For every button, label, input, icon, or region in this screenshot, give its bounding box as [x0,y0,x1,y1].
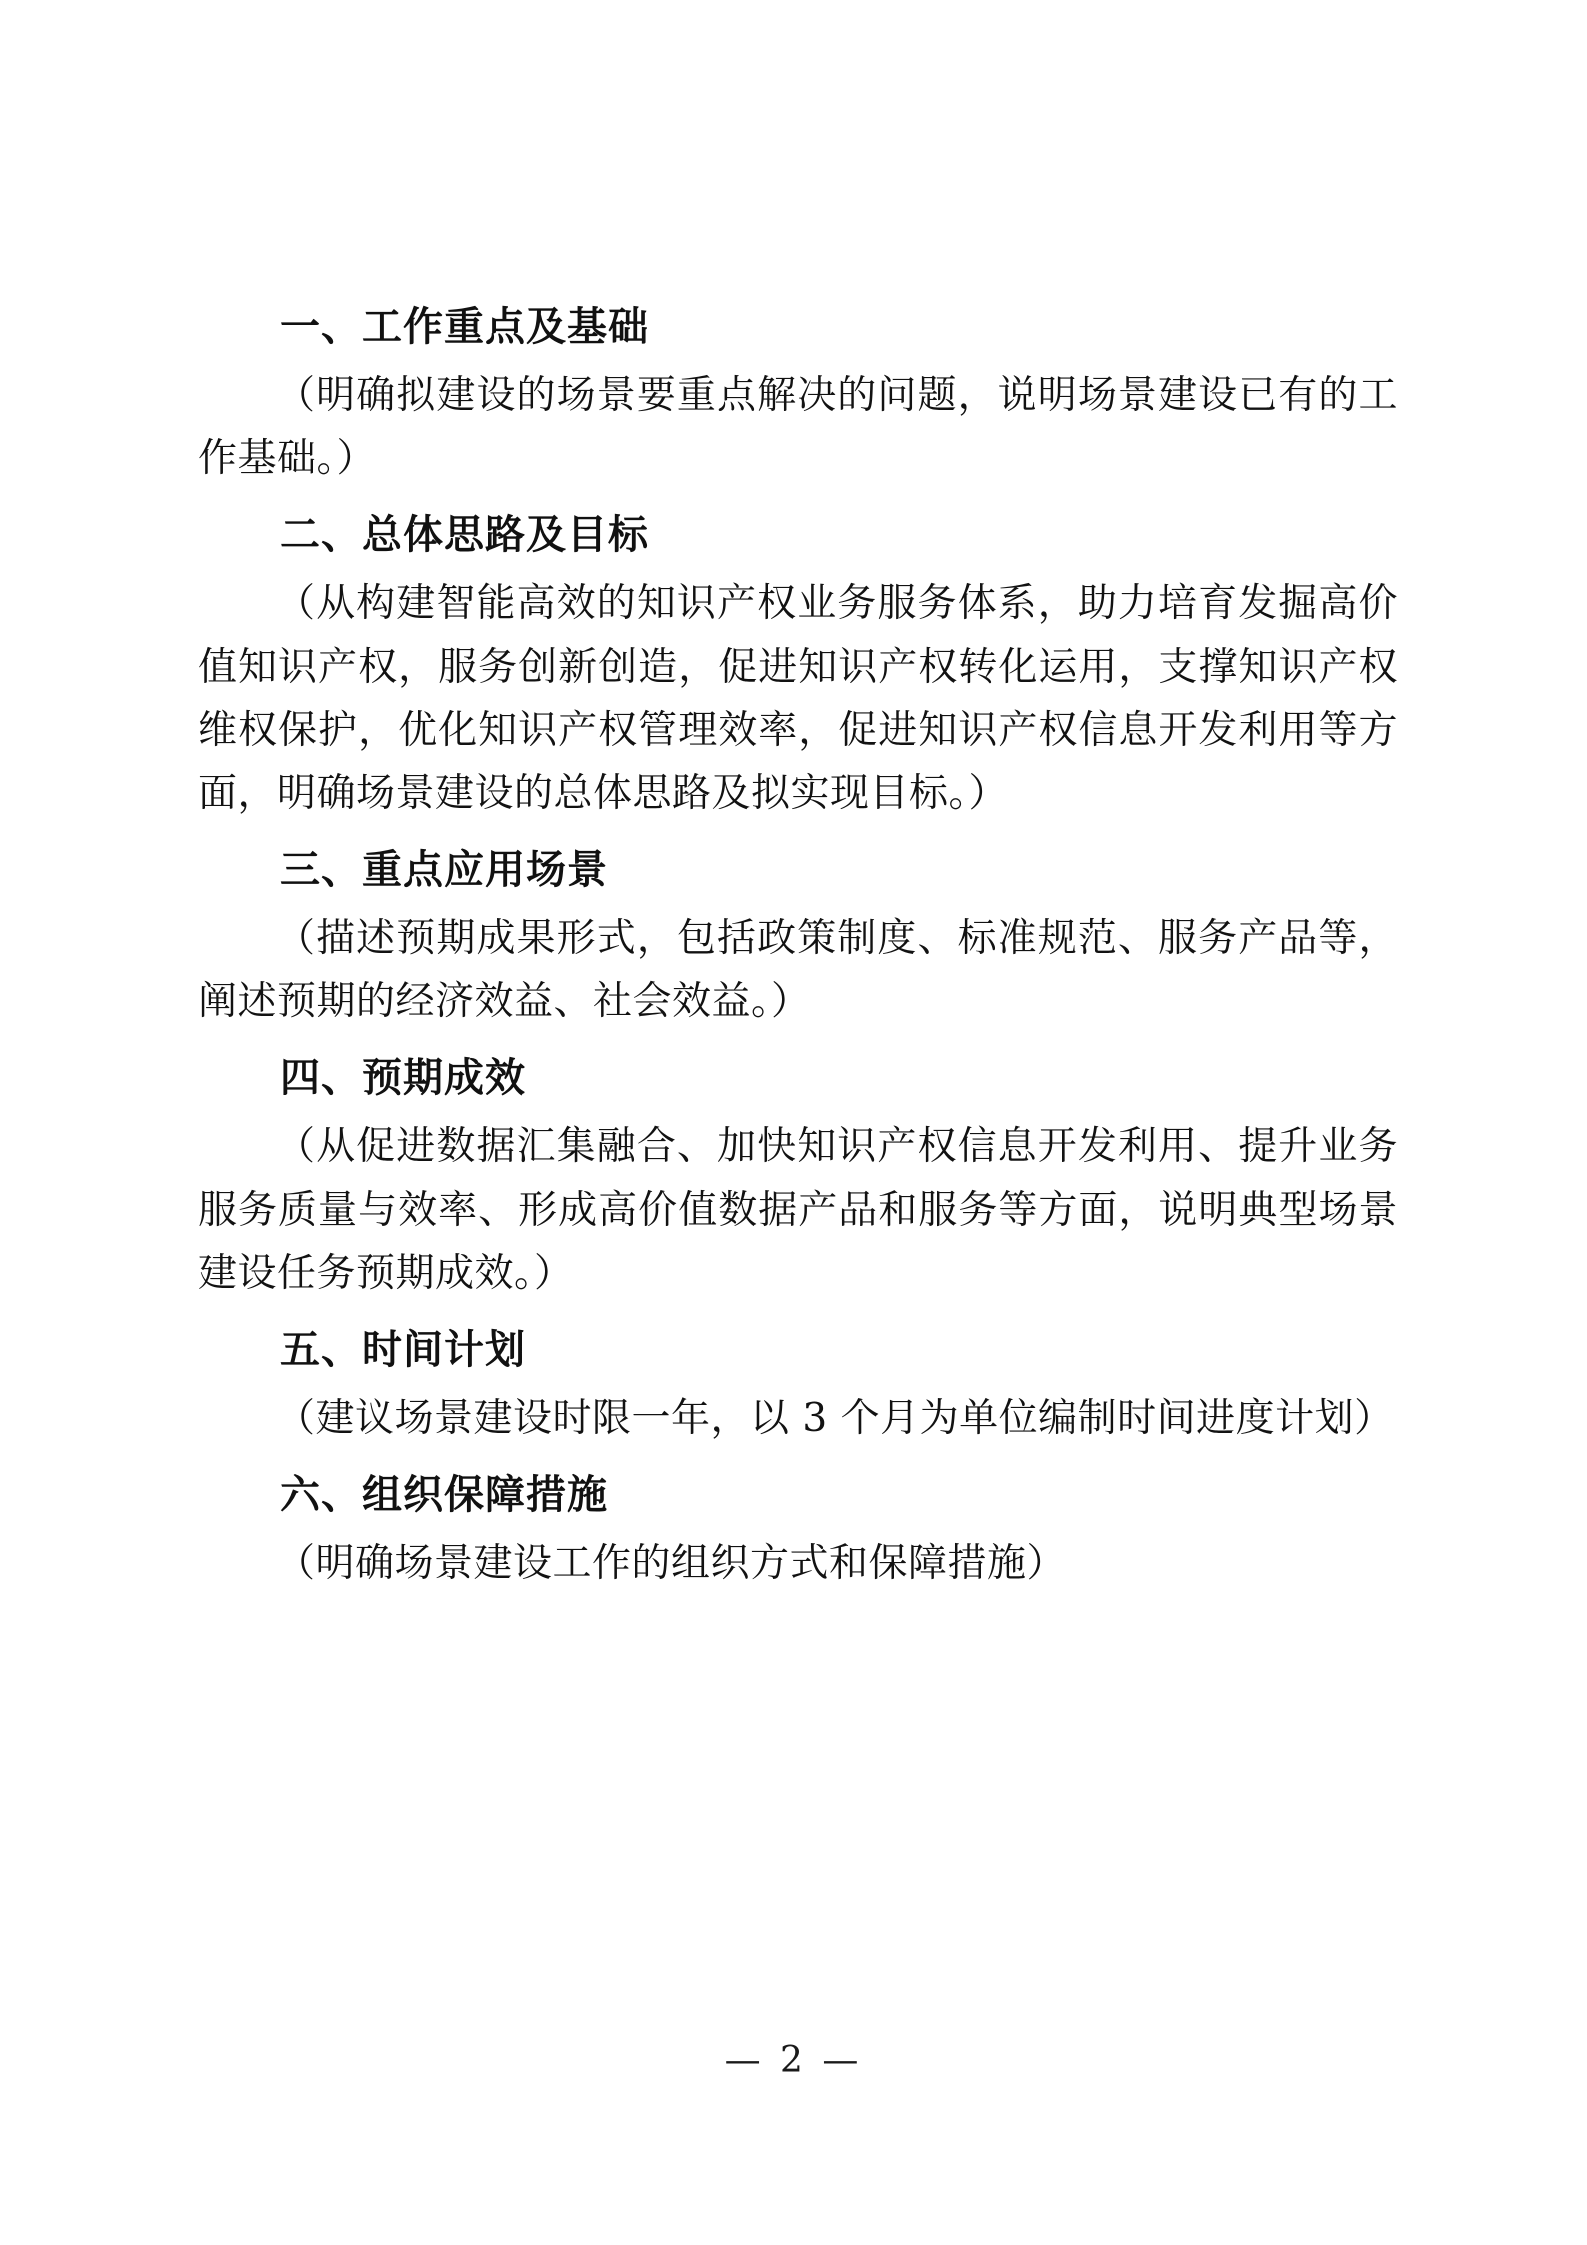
section-organization-measures [198,1450,1398,1595]
section-heading: 三、重点应用场景 [280,847,608,894]
section-key-scenarios [198,825,1398,1033]
section-heading: 六、组织保障措施 [280,1472,608,1519]
section-heading: 二、总体思路及目标 [280,512,649,559]
section-overall-approach [198,490,1398,825]
section-paragraph: （建议场景建设时限一年，以 3 个月为单位编制时间进度计划） [276,1395,1394,1441]
section-paragraph: （从构建智能高效的知识产权业务服务体系，助力培育发掘高价值知识产权，服务创新创造，促进知识产权转化运用，支撑知识产权维权保护，优化知识产权管理效率，促进知识产权信息开发利用等方面，明确场景建设的总体思路及拟实现目标。） [198,581,1398,816]
section-paragraph: （从促进数据汇集融合、加快知识产权信息开发利用、提升业务服务质量与效率、形成高价值数据产品和服务等方面，说明典型场景建设任务预期成效。） [198,1124,1398,1296]
section-time-plan [198,1305,1398,1450]
section-heading: 四、预期成效 [280,1055,526,1102]
document-body [198,282,1398,1595]
section-expected-results [198,1033,1398,1305]
section-paragraph: （明确拟建设的场景要重点解决的问题，说明场景建设已有的工作基础。） [198,373,1398,482]
section-work-focus [198,282,1398,490]
section-paragraph: （明确场景建设工作的组织方式和保障措施） [276,1541,1067,1587]
section-heading: 五、时间计划 [280,1326,526,1373]
page-number: — 2 — [724,2040,863,2081]
section-heading: 一、工作重点及基础 [280,304,649,350]
section-paragraph: （描述预期成果形式，包括政策制度、标准规范、服务产品等，阐述预期的经济效益、社会效益。） [198,916,1398,1025]
